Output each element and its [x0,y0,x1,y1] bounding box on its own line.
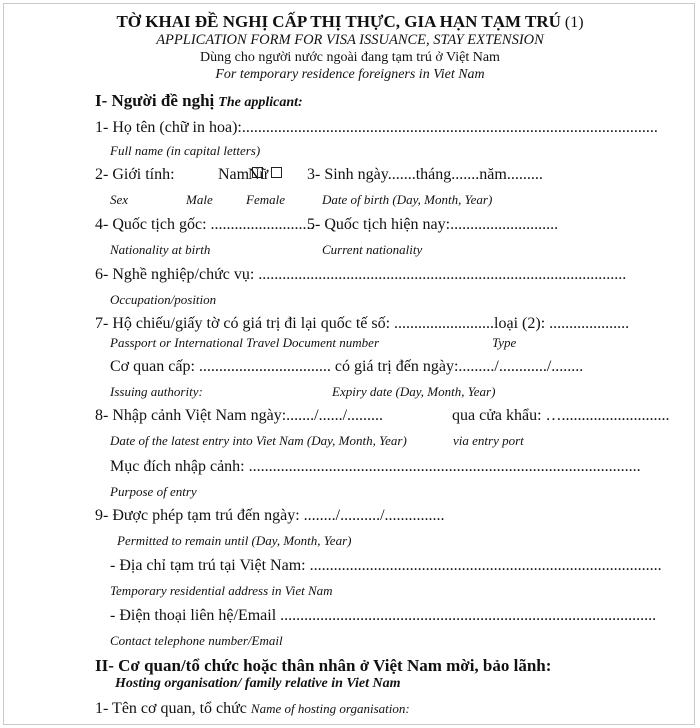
purpose-field[interactable]: Mục đích nhập cảnh: .................................................................................................. [110,458,641,475]
female-checkbox[interactable] [271,167,282,178]
sex-label-en: Sex [110,192,129,207]
nationality-birth-label-en: Nationality at birth [110,242,211,257]
permit-date-field[interactable]: 9- Được phép tạm trú đến ngày: ......../........../............... [95,507,445,524]
male-label-vi: Nam [218,166,250,183]
type-label-en: Type [492,335,517,350]
entry-port-label-en: via entry port [453,433,524,448]
entry-date-field[interactable]: 8- Nhập cảnh Việt Nam ngày:......./....../......... [95,407,384,424]
female-option[interactable] [248,166,282,184]
occupation-label-en: Occupation/position [110,292,217,307]
sex-label-vi: 2- Giới tính: [95,166,175,183]
section2-title-en: Hosting organisation/ family relative in Viet Nam [115,676,401,691]
form-title [0,12,700,32]
nationality-birth-field[interactable]: 4- Quốc tịch gốc: .......................... [95,216,315,233]
org-name-label-vi: 1- Tên cơ quan, tổ chức [95,700,247,717]
org-name-field[interactable] [95,700,410,718]
passport-label-en: Passport or International Travel Document number [110,335,380,350]
form-title-note: (1) [564,14,584,31]
female-label-en: Female [246,192,285,207]
entry-port-field[interactable]: qua cửa khẩu: …........................... [452,407,670,424]
phone-email-field[interactable]: - Điện thoại liên hệ/Email .............................................................................................. [110,607,657,624]
form-title-vi: TỜ KHAI ĐỀ NGHỊ CẤP THỊ THỰC, GIA HẠN TẠM TRÚ [116,12,561,31]
section1-heading [95,91,303,111]
section1-title-en: The applicant: [218,95,303,110]
dob-field[interactable]: 3- Sinh ngày.......tháng.......năm......... [307,166,543,183]
full-name-label-en: Full name (in capital letters) [110,143,261,158]
issuing-label-en: Issuing authority: [110,384,203,399]
female-label-vi: Nữ [248,166,269,183]
full-name-field[interactable]: 1- Họ tên (chữ in hoa):........................................................................................................ [95,119,658,136]
address-label-en: Temporary residential address in Viet Nam [110,583,333,598]
section1-title-vi: I- Người đề nghị [95,91,215,110]
entry-date-label-en: Date of the latest entry into Viet Nam (Day, Month, Year) [110,433,407,448]
form-subtitle-vi: Dùng cho người nước ngoài đang tạm trú ở Việt Nam [200,50,500,65]
purpose-label-en: Purpose of entry [110,484,197,499]
occupation-field[interactable]: 6- Nghề nghiệp/chức vụ: ............................................................................................ [95,266,627,283]
section2-title-vi: II- Cơ quan/tổ chức hoặc thân nhân ở Việt Nam mời, bảo lãnh: [95,656,552,675]
form-title-en: APPLICATION FORM FOR VISA ISSUANCE, STAY EXTENSION [156,32,544,48]
male-label-en: Male [186,192,213,207]
dob-label-en: Date of birth (Day, Month, Year) [322,192,493,207]
phone-email-label-en: Contact telephone number/Email [110,633,283,648]
form-subtitle-en: For temporary residence foreigners in Viet Nam [215,67,485,82]
nationality-current-field[interactable]: 5- Quốc tịch hiện nay:........................... [307,216,559,233]
org-name-label-en: Name of hosting organisation: [250,701,410,716]
permit-date-label-en: Permitted to remain until (Day, Month, Year) [117,533,352,548]
nationality-current-label-en: Current nationality [322,242,423,257]
expiry-label-en: Expiry date (Day, Month, Year) [332,384,496,399]
address-field[interactable]: - Địa chỉ tạm trú tại Việt Nam: ........................................................................................ [110,557,662,574]
passport-field[interactable]: 7- Hộ chiếu/giấy tờ có giá trị đi lại quốc tế số: .........................loại (2): .................... [95,315,630,332]
issuing-field[interactable]: Cơ quan cấp: ................................. có giá trị đến ngày:........./............/........ [110,358,584,375]
